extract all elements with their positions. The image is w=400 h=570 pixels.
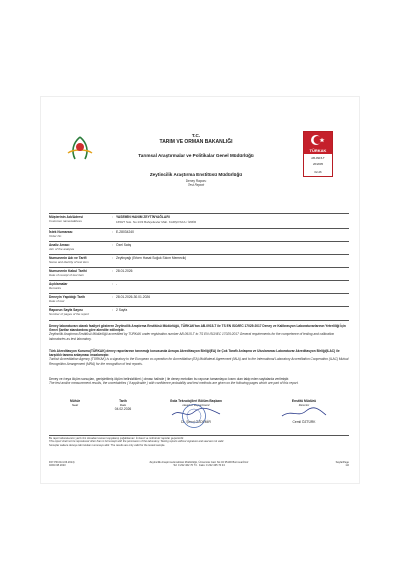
- field-colon: :: [112, 215, 113, 219]
- turkak-name: TÜRKAK: [304, 148, 332, 154]
- field-value: 28.01.2026: [116, 269, 133, 273]
- recognition-paragraph: [49, 349, 349, 366]
- director-role: Enstitü Müdürü: [291, 399, 317, 403]
- report-title-tr: Deney Raporu: [185, 179, 207, 183]
- recognition-text-en: Turkish Accreditation Agency (TÜRKAK) is a signatory to the European co-operation for Accreditation (EA) Multilateral Agreement (MLA) and to the International Laboratory Accreditation Cooperation (ILAC) Mutual Recognition Arrangement (MRA) for the recognition of test reports.: [49, 357, 349, 366]
- field-row-customer: [49, 215, 349, 227]
- row-divider: [49, 228, 349, 229]
- field-value: 2 Sayfa: [116, 308, 128, 312]
- ministry-title: TARIM VE ORMAN BAKANLIĞI: [159, 139, 233, 145]
- footer-phone: Tel: 0 232 462 70 73 · Faks: 0 232 435 70 43: [173, 464, 225, 468]
- results-text-en: The test and/or measurement results, the uncertainties ( if applicable ) with confidence probability and test methods are given on the following pages which are part of this report.: [49, 381, 299, 386]
- field-label-en: Customer name/address: [49, 219, 82, 223]
- field-label-en: Date of receipt of test item: [49, 273, 85, 277]
- report-title-en: Test Report: [187, 183, 205, 187]
- form-code-block: [49, 461, 109, 468]
- header-divider: [49, 213, 349, 214]
- turkak-logo-icon: [304, 132, 332, 148]
- form-code: F07.PR.01/4.06.2014): [49, 461, 75, 464]
- field-label-en: Date of test: [49, 299, 65, 303]
- accreditation-text-en: Zeytincilik Araştırma Enstitüsü Müdürlüğü accredited by TÜRKAK under registration number AB-0915-T to TS EN ISO/IEC 17025:2017 General requirements for the competence of testing and calibration laboratories as test laboratory.: [49, 332, 335, 341]
- director-signature: [259, 399, 349, 424]
- date-block: [103, 399, 143, 411]
- field-label: Analiz Amacı: [49, 243, 70, 247]
- turkak-date-code: 02-26: [314, 170, 322, 174]
- field-label: Deneyin Yapıldığı Tarih: [49, 295, 85, 299]
- institute-title: Zeytincilik Araştırma Enstitüsü Müdürlüğü: [149, 172, 243, 177]
- tc-title: T.C.: [191, 133, 201, 138]
- row-divider: [49, 267, 349, 268]
- field-label: Numunenin Adı ve Tarifi: [49, 256, 87, 260]
- field-value: -: [116, 282, 118, 286]
- field-label: Açıklamalar: [49, 282, 68, 286]
- row-divider: [49, 293, 349, 294]
- row-divider: [49, 320, 349, 321]
- field-value: 28.01.2026-30.01.2026: [116, 295, 151, 299]
- report-date: 04.02.2026: [114, 407, 132, 411]
- directorate-title: Tarımsal Araştırmalar ve Politikalar Genel Müdürlüğü: [138, 153, 254, 158]
- field-value: Özel Satış: [116, 243, 132, 247]
- footer-note-3: Sonuçlar sadece deneye tabi tutulan numuneye aittir. The results are only valid for the tested sample.: [49, 443, 166, 447]
- field-label: Numunenin Kabul Tarihi: [49, 269, 87, 273]
- field-label-en: Remarks: [49, 286, 62, 290]
- director-name: Cemil ÖZTÜRK: [292, 420, 316, 424]
- page-number-block: [309, 461, 349, 468]
- page-number: 1/2: [345, 464, 349, 468]
- field-label: Müşterinin Adı/Adresi: [49, 215, 83, 219]
- field-colon: :: [112, 243, 113, 247]
- field-label-en: Aim of the analysis: [49, 247, 75, 251]
- field-colon: :: [112, 256, 113, 260]
- turkak-badge: [303, 131, 333, 177]
- accreditation-paragraph: [49, 324, 349, 341]
- signature-scribble: [274, 407, 334, 419]
- field-value: YASEMİN HANIM ZEYTİNYAĞLARI: [116, 215, 170, 219]
- field-colon: :: [112, 269, 113, 273]
- seal-block: [55, 399, 95, 407]
- footer-note-1: Bu rapor laboratuvarın yazılı izni olmadan kısmen kopyalanıp çoğaltılamaz. İmzasız ve mühürsüz raporlar geçersizdir.: [49, 437, 184, 440]
- field-label-en: Name and identity of test item: [49, 260, 89, 264]
- field-colon: :: [112, 308, 113, 312]
- director-role-en: Director: [298, 403, 310, 407]
- department-head-role: Gıda Teknolojileri Bölüm Başkanı: [169, 399, 223, 403]
- date-label-en: Date: [119, 403, 127, 407]
- field-value-2: 1650/7 Sok. No:13/3 Bahçelievler Mah. KARŞIYAKA / İZMİR: [116, 219, 197, 224]
- field-value: E-28034240: [116, 230, 134, 234]
- field-colon: :: [112, 230, 113, 234]
- footer-divider: [49, 435, 349, 436]
- row-divider: [49, 306, 349, 307]
- page-label: Sayfa/Page: [335, 461, 349, 464]
- accreditation-text-tr: Deney laboratuvarı olarak faaliyet gösteren Zeytincilik Araştırma Enstitüsü Müdürlüğü, TÜRKAK'tan AB-0915-T ile TS EN ISO/IEC 17025:2017 Deney ve Kalibrasyon Laboratuvarlarının Yeterliliği İçin Genel Şartlar standardına göre akredite edilmiştir.: [49, 324, 346, 333]
- department-head-role-en: Head of Department: [182, 403, 210, 407]
- row-divider: [49, 280, 349, 281]
- date-label: Tarih: [119, 399, 127, 403]
- field-label: İstek Numarası: [49, 230, 73, 234]
- ministry-logo: [63, 133, 97, 163]
- department-head-name: Dr. Şenol ÖZDEMİR: [181, 420, 211, 424]
- report-page: [40, 96, 360, 484]
- footer-notes: [49, 437, 349, 447]
- official-seal-icon: [181, 403, 207, 429]
- row-divider: [49, 241, 349, 242]
- field-value: Zeytinyağı (Erken Hasat Soğuk Sıkım Memecik): [116, 256, 187, 260]
- turkak-report-no: 26/2005: [312, 162, 324, 166]
- row-divider: [49, 254, 349, 255]
- field-row-pages: [49, 308, 349, 320]
- field-colon: :: [112, 282, 113, 286]
- footer-address: Zeytincilik Araştırma Enstitüsü Müdürlüğü, Üniversite Cad. No:43 35100 Bornova/İzmir: [149, 461, 249, 464]
- results-text-tr: Deney ve /veya ölçüm sonuçları, genişletilmiş ölçüm belirsizlikleri ( olması halinde ) ile deney metotları bu raporun tamamlayıcı kısmı olan takip eden sayfalarda verilmiştir.: [49, 377, 290, 381]
- turkak-code: AB-0915-T: [311, 156, 325, 160]
- field-label-en: Number of pages of the report: [49, 312, 90, 316]
- recognition-text-tr: Türk Akreditasyon Kurumu(TÜRKAK) deney raporlarının tanınmığı konusunda Avrupa Akreditasyon Birliği(EA) ile Çok Taraflı Anlaşma ve Uluslararası Laboratuvar Akreditasyon Birliği(ILAC) ile karşılıklı tanıma anlaşması imzalamıştır.: [49, 349, 340, 358]
- field-colon: :: [112, 295, 113, 299]
- field-label-en: Order No: [49, 234, 62, 238]
- seal-label: Mühür: [69, 399, 81, 403]
- footer-note-2: This report shall not be reproduced other than in full except with the permission of the laboratory. Testing reports without signature and seal are not valid.: [49, 440, 224, 444]
- form-date: 02/03.08.2023: [49, 464, 66, 468]
- seal-label-en: Seal: [71, 403, 78, 407]
- results-paragraph: [49, 377, 349, 385]
- field-label: Raporun Sayfa Sayısı: [49, 308, 83, 312]
